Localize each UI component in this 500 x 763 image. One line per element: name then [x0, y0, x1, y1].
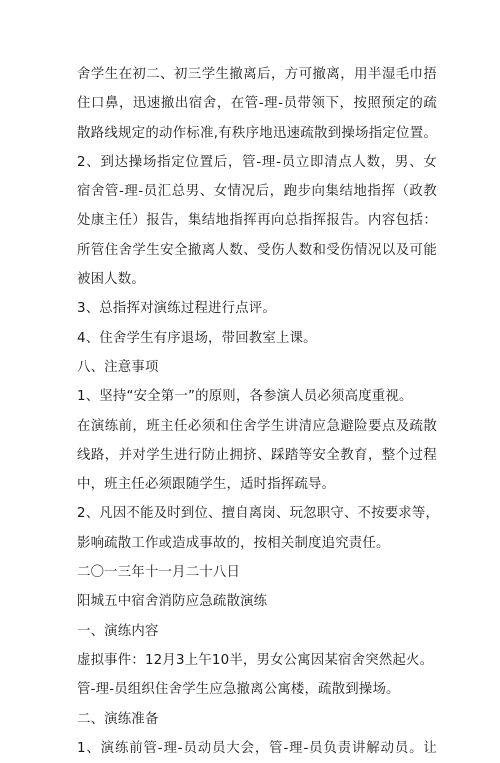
paragraph-line: 1、演练前管-理-员动员大会，管-理-员负责讲解动员。让: [77, 740, 437, 756]
paragraph-line: 影响疏散工作或造成事故的，按相关制度追究责任。: [77, 535, 390, 551]
paragraph-line: 所管住舍学生安全撤离人数、受伤人数和受伤情况以及可能: [77, 242, 437, 258]
paragraph-line: 住口鼻，迅速撤出宿舍，在管-理-员带领下，按照预定的疏: [77, 96, 437, 112]
document-title: 阳城五中宿舍消防应急疏散演练: [77, 594, 268, 610]
paragraph-line: 处康主任）报告，集结地指挥再向总指挥报告。内容包括：: [77, 213, 437, 229]
paragraph-line: 散路线规定的动作标准,有秩序地迅速疏散到操场指定位置。: [77, 125, 437, 141]
paragraph-line: 宿舍管-理-员汇总男、女情况后，跑步向集结地指挥（政教: [77, 184, 437, 200]
paragraph-line: 4、住舍学生有序退场，带回教室上课。: [77, 330, 317, 346]
paragraph-line: 虚拟事件：12月3上午10半，男女公寓因某宿舍突然起火。: [77, 652, 434, 668]
paragraph-line: 3、总指挥对演练过程进行点评。: [77, 301, 276, 317]
date-line: 二〇一三年十一月二十八日: [77, 565, 241, 581]
paragraph-line: 管-理-员组织住舍学生应急撤离公寓楼，疏散到操场。: [77, 682, 400, 698]
paragraph-line: 2、凡因不能及时到位、擅自离岗、玩忽职守、不按要求等，: [77, 506, 440, 522]
document-body: [77, 60, 440, 763]
section-heading: 八、注意事项: [77, 359, 159, 375]
paragraph-line: 1、坚持“安全第一”的原则，各参演人员必须高度重视。: [77, 389, 413, 405]
paragraph-line: 在演练前，班主任必须和住舍学生讲清应急避险要点及疏散: [77, 418, 437, 434]
paragraph-line: 被困人数。: [77, 272, 145, 288]
paragraph-line: 舍学生在初二、初三学生撤离后，方可撤离，用半湿毛巾捂: [77, 67, 437, 82]
section-heading: 二、演练准备: [77, 711, 159, 727]
paragraph-line: 中，班主任必须跟随学生，适时指挥疏导。: [77, 477, 336, 493]
paragraph-line: 2、到达操场指定位置后，管-理-员立即清点人数，男、女: [77, 154, 437, 170]
paragraph-line: 线路，并对学生进行防止拥挤、踩踏等安全教育，整个过程: [77, 447, 437, 463]
section-heading: 一、演练内容: [77, 623, 159, 639]
